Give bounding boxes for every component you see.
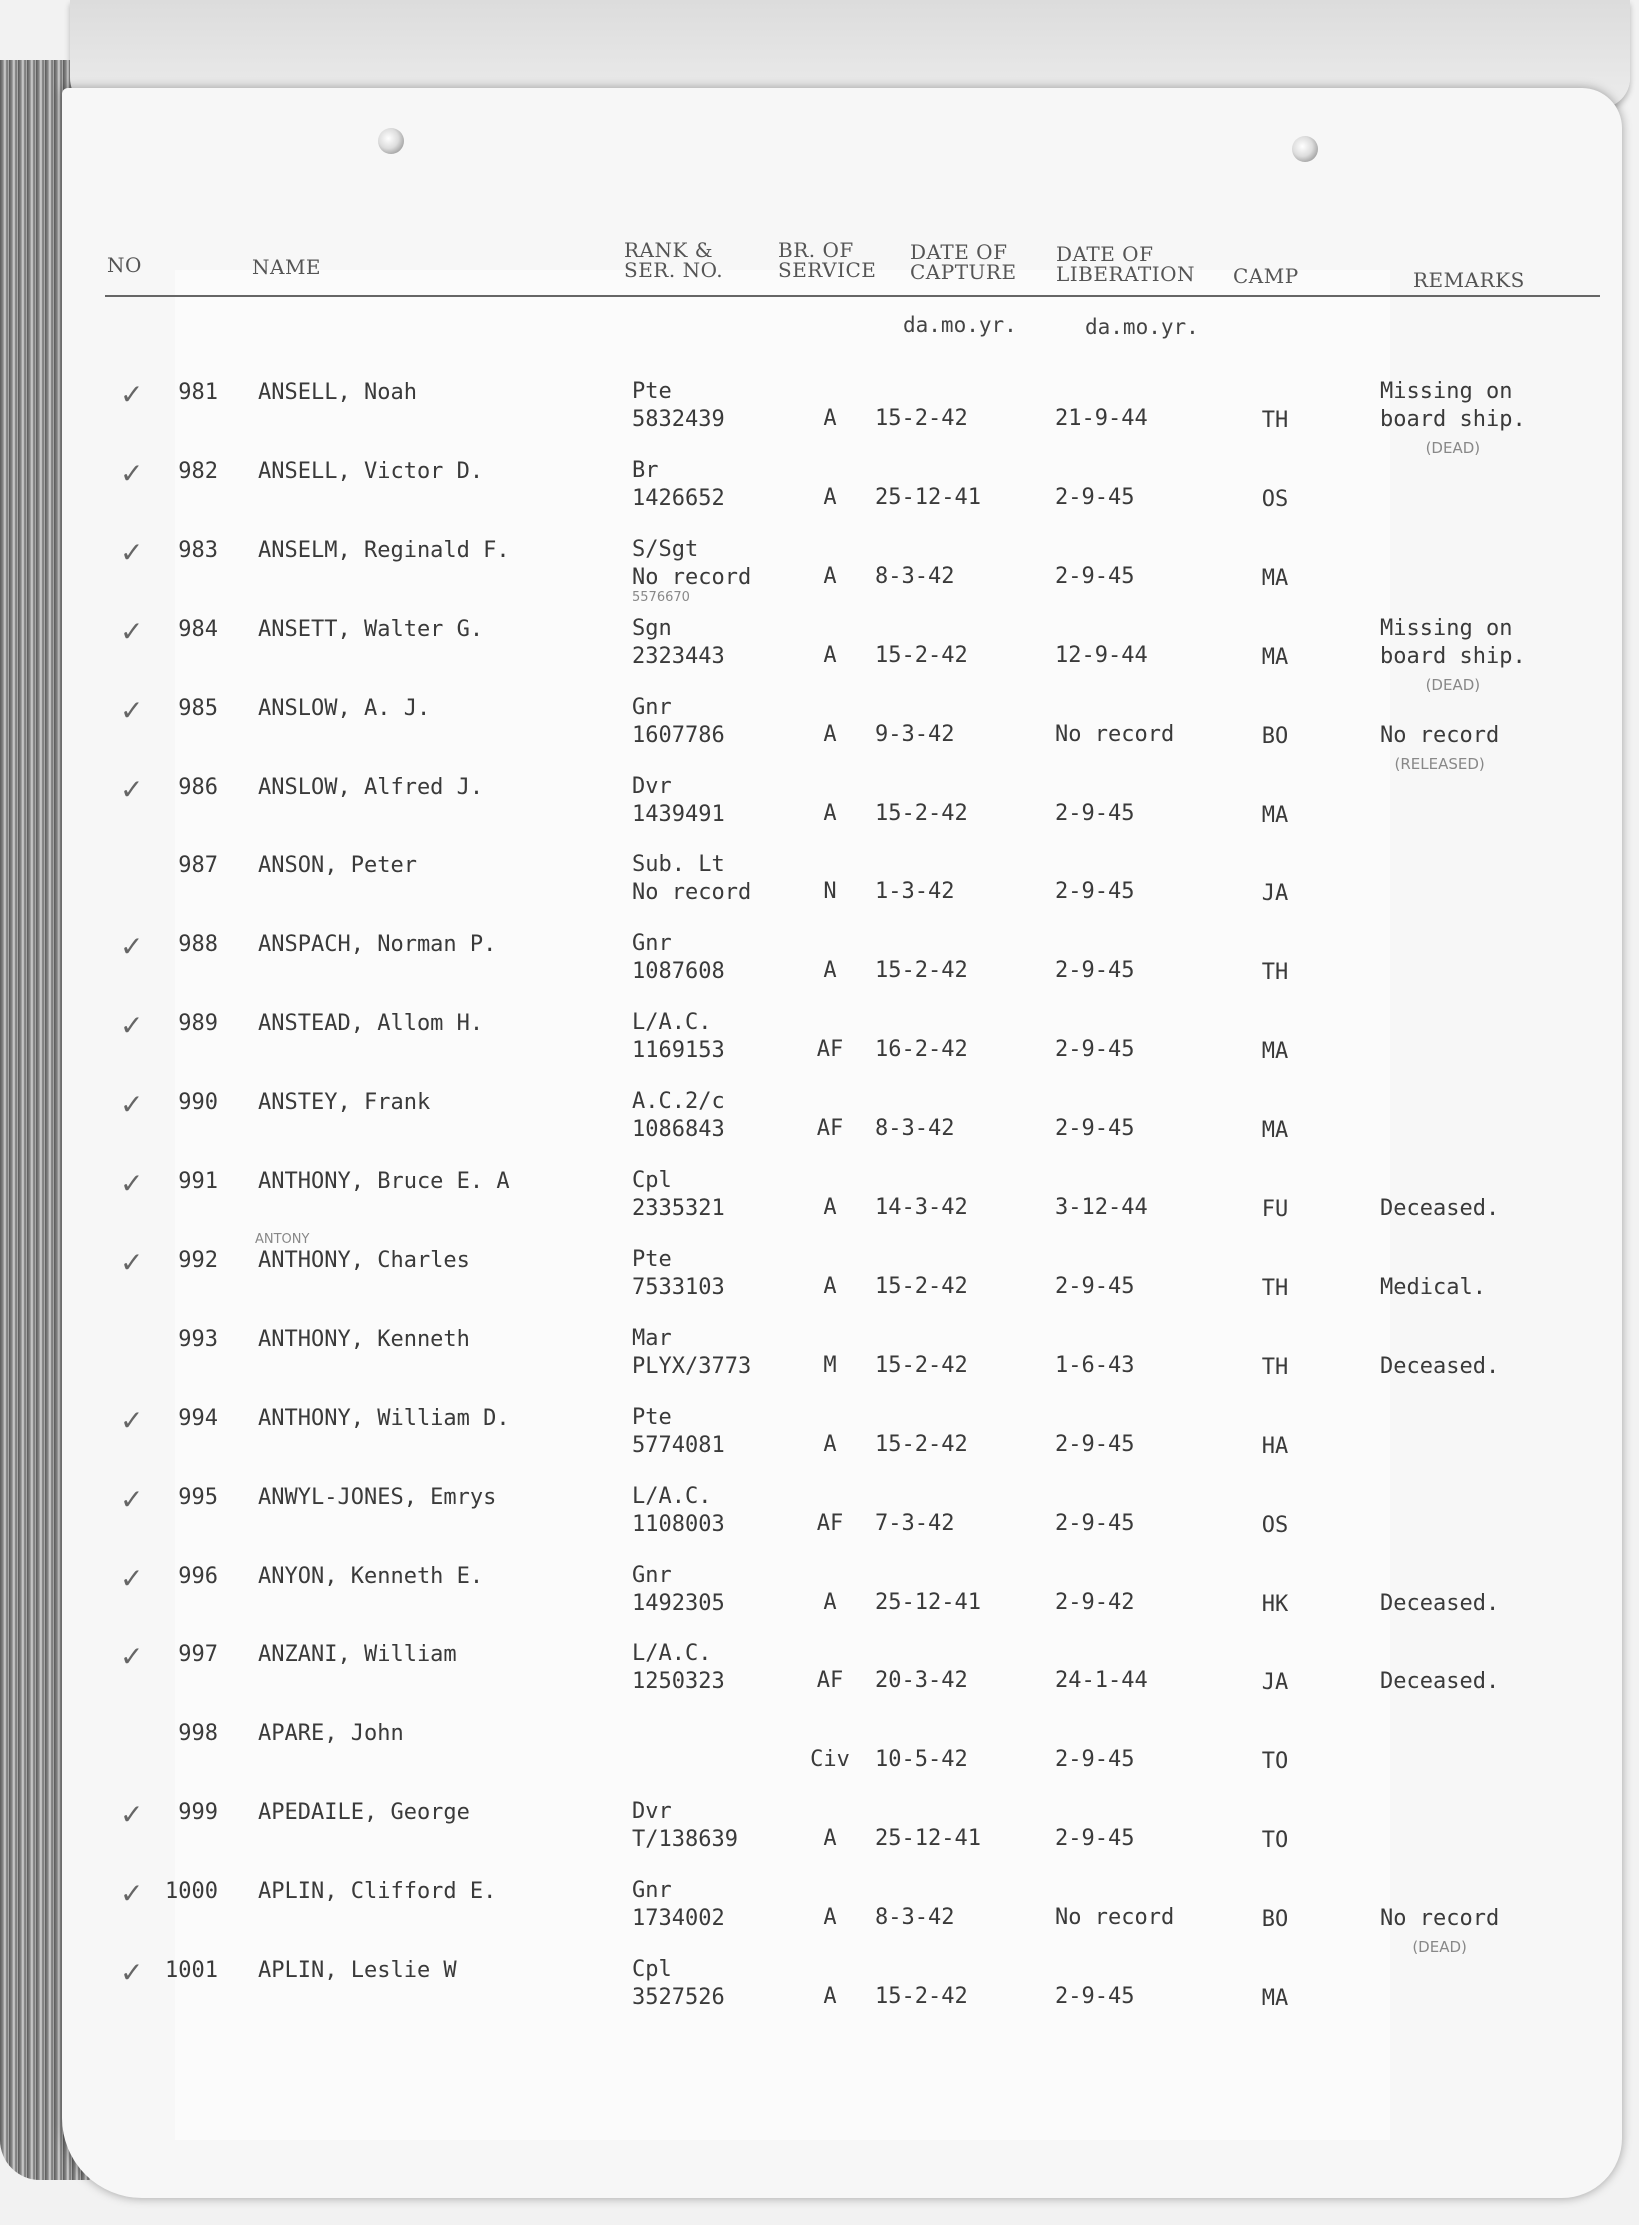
header-capture-2: CAPTURE bbox=[910, 260, 1017, 284]
row-number: 990 bbox=[178, 1090, 218, 1116]
row-serial: 5774081 bbox=[632, 1432, 725, 1458]
row-capture-date: 15-2-42 bbox=[875, 800, 968, 826]
row-number: 992 bbox=[178, 1247, 218, 1273]
remark-pencil-note: (DEAD) bbox=[1425, 675, 1481, 694]
row-rank-serial bbox=[632, 1798, 738, 1854]
row-number: 998 bbox=[178, 1721, 218, 1747]
row-rank: L/A.C. bbox=[632, 1010, 712, 1036]
row-camp: OS bbox=[1261, 486, 1289, 512]
row-name: ANZANI, William bbox=[258, 1642, 457, 1668]
table-row bbox=[0, 1231, 1639, 1324]
row-serial: 1734002 bbox=[632, 1906, 725, 1932]
check-mark: ✓ bbox=[120, 378, 144, 411]
row-rank-serial bbox=[632, 1404, 725, 1460]
row-rank: Pte bbox=[632, 379, 672, 404]
row-rank-serial bbox=[632, 1009, 725, 1065]
row-rank-serial bbox=[632, 1640, 725, 1696]
row-number: 994 bbox=[178, 1405, 218, 1431]
header-rank-1: RANK & bbox=[624, 238, 714, 262]
row-remarks bbox=[1380, 378, 1526, 462]
remark-line: Missing on bbox=[1380, 615, 1513, 641]
row-rank: Gnr bbox=[632, 931, 672, 957]
row-number: 995 bbox=[178, 1484, 218, 1510]
check-mark: ✓ bbox=[120, 1877, 144, 1911]
row-number: 982 bbox=[178, 458, 218, 484]
row-camp: MA bbox=[1261, 644, 1289, 670]
remark-pencil-note: (DEAD) bbox=[1425, 439, 1481, 457]
row-serial: T/138639 bbox=[632, 1827, 738, 1853]
row-number: 991 bbox=[178, 1169, 218, 1194]
row-name: ANTHONY, Charles bbox=[258, 1247, 470, 1273]
row-name: ANTHONY, William D. bbox=[258, 1405, 510, 1431]
row-liberation-date: 2-9-45 bbox=[1055, 1116, 1135, 1142]
remark-line: Missing on bbox=[1380, 379, 1513, 404]
row-name: ANSETT, Walter G. bbox=[258, 616, 484, 642]
check-mark: ✓ bbox=[120, 1403, 144, 1437]
row-camp: HK bbox=[1261, 1591, 1289, 1617]
row-camp: JA bbox=[1261, 1670, 1289, 1696]
row-number: 1000 bbox=[165, 1879, 218, 1905]
row-rank-serial bbox=[632, 1167, 725, 1223]
row-number: 993 bbox=[178, 1326, 218, 1352]
row-branch: A bbox=[823, 1589, 837, 1615]
row-capture-date: 25-12-41 bbox=[875, 1826, 981, 1852]
row-rank: L/A.C. bbox=[632, 1641, 712, 1667]
row-serial: 1169153 bbox=[632, 1038, 725, 1064]
row-liberation-date: No record bbox=[1055, 721, 1175, 747]
row-branch: N bbox=[823, 879, 837, 905]
row-camp: FU bbox=[1261, 1197, 1289, 1222]
row-number: 987 bbox=[178, 853, 218, 879]
row-rank: L/A.C. bbox=[632, 1483, 712, 1509]
table-row bbox=[0, 615, 1639, 693]
row-name: ANSLOW, Alfred J. bbox=[258, 774, 484, 800]
row-number: 996 bbox=[178, 1563, 218, 1589]
row-number: 988 bbox=[178, 932, 218, 958]
check-mark: ✓ bbox=[120, 1009, 144, 1043]
row-rank: Gnr bbox=[632, 694, 672, 720]
row-capture-date: 15-2-42 bbox=[875, 642, 968, 668]
header-capture-1: DATE OF bbox=[910, 240, 1008, 264]
row-rank-serial bbox=[632, 1483, 725, 1539]
row-branch: A bbox=[823, 1431, 837, 1457]
header-rule bbox=[105, 295, 1600, 297]
check-mark: ✓ bbox=[120, 1482, 144, 1516]
row-capture-date: 14-3-42 bbox=[875, 1195, 968, 1220]
row-branch: A bbox=[823, 1984, 837, 2009]
row-rank-serial bbox=[632, 457, 725, 513]
row-liberation-date: 2-9-45 bbox=[1055, 1826, 1135, 1852]
remark-line: board ship. bbox=[1380, 643, 1526, 669]
row-camp: TH bbox=[1261, 960, 1289, 986]
row-branch: A bbox=[823, 721, 837, 747]
row-serial: 1439491 bbox=[632, 801, 725, 827]
row-camp: BO bbox=[1261, 1907, 1289, 1933]
row-number: 983 bbox=[178, 537, 218, 563]
row-number: 999 bbox=[178, 1800, 218, 1826]
row-rank: Pte bbox=[632, 1404, 672, 1430]
row-rank-serial bbox=[632, 1325, 751, 1381]
row-rank-serial bbox=[632, 1562, 725, 1618]
row-rank: Gnr bbox=[632, 1878, 672, 1904]
row-camp: MA bbox=[1261, 565, 1289, 591]
row-serial: 1492305 bbox=[632, 1590, 725, 1616]
row-branch: AF bbox=[816, 1668, 844, 1694]
row-rank: Sgn bbox=[632, 615, 672, 641]
row-remarks bbox=[1380, 1353, 1499, 1381]
row-number: 985 bbox=[178, 695, 218, 721]
row-rank-serial bbox=[632, 1246, 725, 1302]
row-number: 997 bbox=[178, 1642, 218, 1668]
row-camp: TO bbox=[1261, 1749, 1289, 1775]
row-name: ANSTEY, Frank bbox=[258, 1090, 431, 1116]
table-row bbox=[0, 1483, 1639, 1561]
row-capture-date: 15-2-42 bbox=[875, 958, 968, 984]
row-serial: No record bbox=[632, 564, 752, 590]
row-branch: A bbox=[823, 1195, 837, 1220]
table-row bbox=[0, 1798, 1639, 1876]
row-branch: Civ bbox=[810, 1747, 850, 1773]
row-camp: BO bbox=[1261, 723, 1289, 749]
row-name: ANTHONY, Bruce E. A bbox=[258, 1169, 510, 1194]
row-liberation-date: 2-9-45 bbox=[1055, 879, 1135, 905]
table-row bbox=[0, 1325, 1639, 1403]
row-liberation-date: 2-9-45 bbox=[1055, 1510, 1135, 1536]
row-remarks bbox=[1380, 615, 1526, 699]
check-mark: ✓ bbox=[120, 1088, 144, 1122]
row-name: ANSLOW, A. J. bbox=[258, 695, 431, 721]
header-no: NO bbox=[107, 253, 142, 277]
check-mark: ✓ bbox=[120, 1167, 144, 1200]
table-row bbox=[0, 694, 1639, 772]
row-liberation-date: 2-9-45 bbox=[1055, 484, 1135, 510]
table-row bbox=[0, 1088, 1639, 1166]
row-name: ANSELL, Victor D. bbox=[258, 458, 484, 484]
row-serial: 1086843 bbox=[632, 1117, 725, 1143]
row-liberation-date: No record bbox=[1055, 1905, 1175, 1931]
row-capture-date: 15-2-42 bbox=[875, 1273, 968, 1299]
header-branch-2: SERVICE bbox=[778, 258, 877, 282]
table-row bbox=[0, 1404, 1639, 1482]
row-camp: MA bbox=[1261, 1039, 1289, 1065]
row-rank-serial bbox=[632, 615, 725, 671]
row-name: ANSELL, Noah bbox=[258, 380, 417, 405]
check-mark: ✓ bbox=[120, 1798, 144, 1832]
row-rank: S/Sgt bbox=[632, 536, 699, 562]
row-capture-date: 15-2-42 bbox=[875, 1431, 968, 1457]
liberation-date-format: da.mo.yr. bbox=[1085, 315, 1199, 339]
row-name: ANSON, Peter bbox=[258, 853, 417, 879]
row-rank: Dvr bbox=[632, 773, 672, 799]
row-remarks bbox=[1380, 1274, 1486, 1302]
check-mark: ✓ bbox=[120, 1245, 144, 1279]
check-mark: ✓ bbox=[120, 535, 144, 569]
row-capture-date: 8-3-42 bbox=[875, 563, 955, 589]
row-name: APEDAILE, George bbox=[258, 1800, 470, 1826]
row-branch: AF bbox=[816, 1037, 844, 1063]
row-capture-date: 15-2-42 bbox=[875, 1984, 968, 2009]
check-mark: ✓ bbox=[120, 1956, 144, 1989]
row-serial: PLYX/3773 bbox=[632, 1353, 752, 1379]
row-capture-date: 25-12-41 bbox=[875, 1589, 981, 1615]
table-row bbox=[0, 930, 1639, 1008]
table-row bbox=[0, 851, 1639, 929]
row-number: 981 bbox=[178, 380, 218, 405]
row-liberation-date: 2-9-45 bbox=[1055, 1431, 1135, 1457]
row-branch: A bbox=[823, 1273, 837, 1299]
row-liberation-date: 2-9-45 bbox=[1055, 1984, 1135, 2009]
check-mark: ✓ bbox=[120, 930, 144, 964]
row-capture-date: 25-12-41 bbox=[875, 484, 981, 510]
header-remarks: REMARKS bbox=[1413, 268, 1525, 292]
row-camp: TO bbox=[1261, 1828, 1289, 1854]
row-branch: A bbox=[823, 800, 837, 826]
row-rank: A.C.2/c bbox=[632, 1089, 725, 1115]
table-row bbox=[0, 1719, 1639, 1797]
row-camp: TH bbox=[1261, 1354, 1289, 1380]
row-camp: HA bbox=[1261, 1433, 1289, 1459]
row-remarks bbox=[1380, 1905, 1499, 1961]
row-rank: Sub. Lt bbox=[632, 852, 725, 878]
remark-pencil-note: (RELEASED) bbox=[1394, 754, 1485, 773]
row-rank-serial bbox=[632, 378, 725, 434]
row-camp: MA bbox=[1261, 1118, 1289, 1144]
row-capture-date: 16-2-42 bbox=[875, 1037, 968, 1063]
row-name: ANYON, Kenneth E. bbox=[258, 1563, 484, 1589]
row-number: 984 bbox=[178, 616, 218, 642]
capture-date-format: da.mo.yr. bbox=[903, 313, 1017, 337]
row-serial: 3527526 bbox=[632, 1985, 725, 2010]
remark-line: Deceased. bbox=[1380, 1590, 1500, 1616]
row-rank-serial bbox=[632, 694, 725, 750]
row-branch: A bbox=[823, 1826, 837, 1852]
row-remarks bbox=[1380, 1668, 1499, 1696]
row-branch: A bbox=[823, 1905, 837, 1931]
row-camp: TH bbox=[1261, 408, 1289, 433]
remark-line: Deceased. bbox=[1380, 1669, 1500, 1695]
row-number: 989 bbox=[178, 1011, 218, 1037]
row-serial: 5832439 bbox=[632, 407, 725, 432]
row-liberation-date: 2-9-45 bbox=[1055, 1037, 1135, 1063]
table-row bbox=[0, 1877, 1639, 1955]
row-capture-date: 9-3-42 bbox=[875, 721, 955, 747]
row-serial-note: 5576670 bbox=[632, 589, 690, 605]
remark-line: Deceased. bbox=[1380, 1196, 1500, 1221]
row-serial: 1250323 bbox=[632, 1669, 725, 1695]
check-mark: ✓ bbox=[120, 456, 144, 490]
table-row bbox=[0, 457, 1639, 535]
row-liberation-date: 2-9-45 bbox=[1055, 563, 1135, 589]
row-liberation-date: 2-9-45 bbox=[1055, 1273, 1135, 1299]
header-liberation-2: LIBERATION bbox=[1056, 262, 1196, 286]
table-row bbox=[0, 1167, 1639, 1245]
check-mark: ✓ bbox=[120, 1640, 144, 1674]
row-name: APLIN, Leslie W bbox=[258, 1958, 457, 1983]
remark-pencil-note: (DEAD) bbox=[1412, 1938, 1467, 1957]
row-liberation-date: 2-9-45 bbox=[1055, 1747, 1135, 1773]
row-capture-date: 15-2-42 bbox=[875, 1352, 968, 1378]
remark-line: No record bbox=[1380, 1906, 1500, 1932]
row-capture-date: 8-3-42 bbox=[875, 1905, 955, 1931]
header-branch-1: BR. OF bbox=[778, 238, 854, 262]
row-name: ANWYL-JONES, Emrys bbox=[258, 1484, 497, 1510]
row-branch: A bbox=[823, 406, 837, 431]
row-number: 986 bbox=[178, 774, 218, 800]
row-branch: AF bbox=[816, 1510, 844, 1536]
check-mark: ✓ bbox=[120, 1561, 144, 1595]
table-row bbox=[0, 1009, 1639, 1087]
row-name: APARE, John bbox=[258, 1721, 404, 1747]
row-capture-date: 1-3-42 bbox=[875, 879, 955, 905]
row-capture-date: 10-5-42 bbox=[875, 1747, 968, 1773]
check-mark: ✓ bbox=[120, 693, 144, 727]
row-rank-serial bbox=[632, 1956, 725, 2012]
row-capture-date: 15-2-42 bbox=[875, 406, 968, 431]
row-serial: 2335321 bbox=[632, 1196, 725, 1221]
row-serial: 2323443 bbox=[632, 643, 725, 669]
check-mark: ✓ bbox=[120, 614, 144, 648]
row-camp: MA bbox=[1261, 802, 1289, 828]
row-name: ANSPACH, Norman P. bbox=[258, 932, 497, 958]
row-remarks bbox=[1380, 1195, 1499, 1223]
remark-line: No record bbox=[1380, 722, 1500, 748]
table-row bbox=[0, 1956, 1639, 2034]
row-serial: 1607786 bbox=[632, 722, 725, 748]
row-rank: Gnr bbox=[632, 1562, 672, 1588]
row-rank-serial bbox=[632, 851, 751, 907]
remark-line: Medical. bbox=[1380, 1274, 1486, 1300]
row-serial: 1087608 bbox=[632, 959, 725, 985]
punch-hole-right bbox=[1292, 136, 1318, 162]
row-name: ANTHONY, Kenneth bbox=[258, 1326, 470, 1352]
row-liberation-date: 2-9-42 bbox=[1055, 1589, 1135, 1615]
row-rank: Cpl bbox=[632, 1957, 672, 1982]
table-row bbox=[0, 536, 1639, 614]
row-rank: Br bbox=[632, 457, 659, 483]
row-liberation-date: 2-9-45 bbox=[1055, 958, 1135, 984]
row-branch: A bbox=[823, 642, 837, 668]
row-capture-date: 7-3-42 bbox=[875, 1510, 955, 1536]
header-camp: CAMP bbox=[1233, 264, 1299, 288]
row-rank: Mar bbox=[632, 1325, 672, 1351]
table-row bbox=[0, 1640, 1639, 1718]
header-liberation-1: DATE OF bbox=[1056, 242, 1154, 266]
table-row bbox=[0, 773, 1639, 851]
remark-line: Deceased. bbox=[1380, 1353, 1500, 1379]
row-branch: A bbox=[823, 958, 837, 984]
row-rank: Dvr bbox=[632, 1799, 672, 1825]
row-serial: 1426652 bbox=[632, 485, 725, 511]
row-camp: MA bbox=[1261, 1986, 1289, 2011]
row-serial: 7533103 bbox=[632, 1274, 725, 1300]
row-capture-date: 8-3-42 bbox=[875, 1116, 955, 1142]
row-serial: No record bbox=[632, 880, 752, 906]
row-camp: TH bbox=[1261, 1275, 1289, 1301]
row-liberation-date: 21-9-44 bbox=[1055, 406, 1148, 431]
row-liberation-date: 12-9-44 bbox=[1055, 642, 1148, 668]
row-remarks bbox=[1380, 1590, 1499, 1618]
row-rank-serial bbox=[632, 1088, 725, 1144]
row-name-pencil-note: ANTONY bbox=[255, 1231, 310, 1247]
row-capture-date: 20-3-42 bbox=[875, 1668, 968, 1694]
row-rank-serial bbox=[632, 773, 725, 829]
row-liberation-date: 3-12-44 bbox=[1055, 1195, 1148, 1220]
row-branch: M bbox=[823, 1352, 837, 1378]
check-mark: ✓ bbox=[120, 772, 144, 806]
table-row bbox=[0, 1562, 1639, 1640]
row-rank-serial bbox=[632, 1877, 725, 1933]
row-branch: AF bbox=[816, 1116, 844, 1142]
row-liberation-date: 1-6-43 bbox=[1055, 1352, 1135, 1378]
row-camp: JA bbox=[1261, 881, 1289, 907]
row-rank-serial bbox=[632, 930, 725, 986]
row-rank-serial bbox=[632, 536, 751, 604]
row-camp: OS bbox=[1261, 1512, 1289, 1538]
row-rank: Cpl bbox=[632, 1168, 672, 1193]
remark-line: board ship. bbox=[1380, 407, 1526, 432]
row-branch: A bbox=[823, 484, 837, 510]
row-liberation-date: 24-1-44 bbox=[1055, 1668, 1148, 1694]
row-rank: Pte bbox=[632, 1246, 672, 1272]
header-name: NAME bbox=[252, 255, 322, 279]
row-serial: 1108003 bbox=[632, 1511, 725, 1537]
row-name: ANSTEAD, Allom H. bbox=[258, 1011, 484, 1037]
row-number: 1001 bbox=[165, 1958, 218, 1983]
row-name: ANSELM, Reginald F. bbox=[258, 537, 510, 563]
row-liberation-date: 2-9-45 bbox=[1055, 800, 1135, 826]
punch-hole-left bbox=[378, 128, 404, 154]
row-remarks bbox=[1380, 722, 1499, 778]
header-rank-2: SER. NO. bbox=[624, 258, 724, 282]
row-name: APLIN, Clifford E. bbox=[258, 1879, 497, 1905]
row-branch: A bbox=[823, 563, 837, 589]
table-row bbox=[0, 378, 1639, 456]
